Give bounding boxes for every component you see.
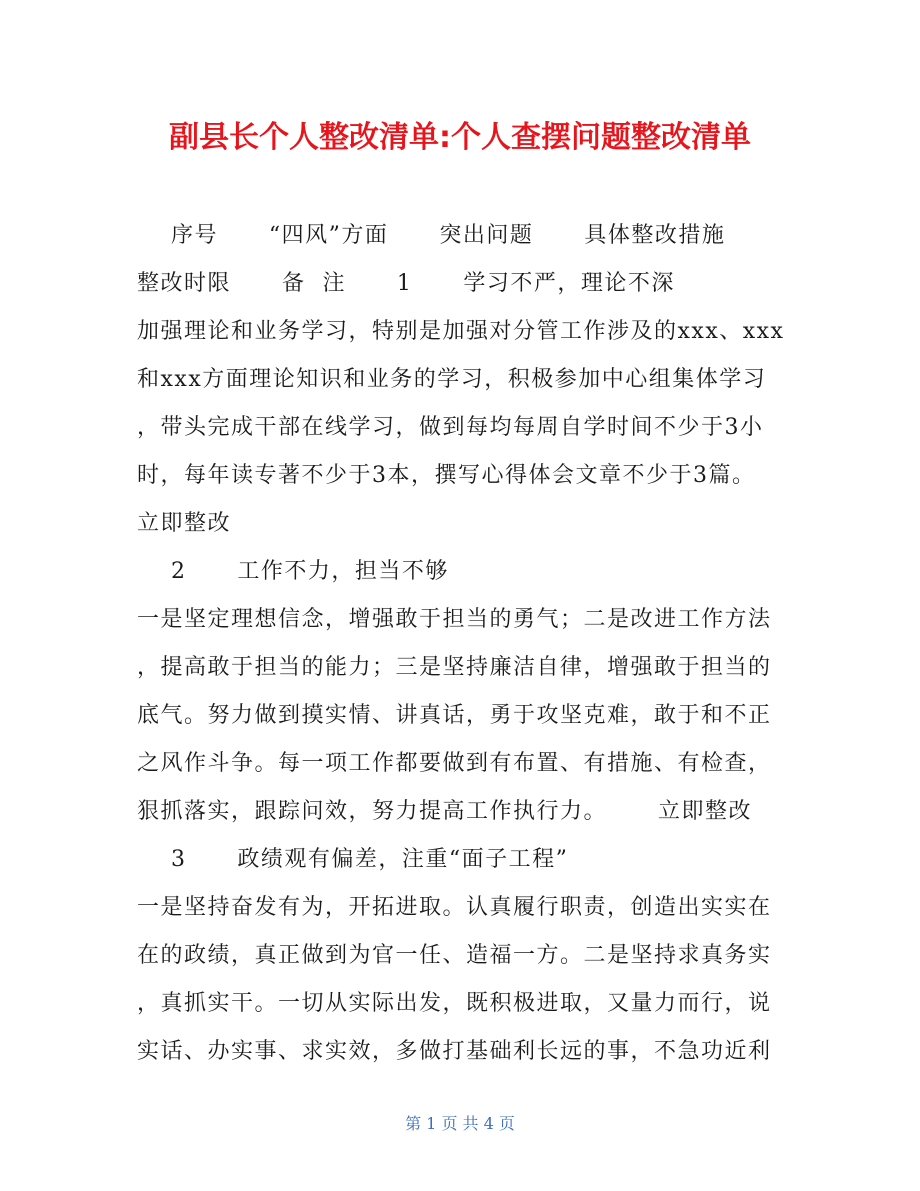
text-line: 底气。努力做到摸实情、讲真话，勇于攻坚克难，敢于和不正 bbox=[137, 703, 772, 728]
document-title: 副县长个人整改清单:个人查摆问题整改清单 bbox=[169, 120, 751, 155]
text-line: ，提高敢于担当的能力；三是坚持廉洁自律，增强敢于担当的 bbox=[137, 655, 772, 680]
text-line: 在的政绩，真正做到为官一任、造福一方。二是坚持求真务实 bbox=[137, 943, 772, 968]
text-line: 和xxx方面理论知识和业务的学习，积极参加中心组集体学习 bbox=[137, 367, 767, 392]
text-line: ，带头完成干部在线学习，做到每均每周自学时间不少于3小 bbox=[137, 415, 764, 440]
text-line: 立即整改 bbox=[137, 511, 232, 536]
text-line: 一是坚持奋发有为，开拓进取。认真履行职责，创造出实实在 bbox=[137, 895, 772, 920]
text-line: 时，每年读专著不少于3本，撰写心得体会文章不少于3篇。 bbox=[137, 463, 756, 488]
text-line: 2 工作不力，担当不够 bbox=[137, 559, 449, 584]
text-line: 加强理论和业务学习，特别是加强对分管工作涉及的xxx、xxx bbox=[137, 319, 785, 344]
page-number-footer: 第 1 页 共 4 页 bbox=[405, 1114, 515, 1133]
text-line: 狠抓落实，跟踪问效，努力提高工作执行力。 立即整改 bbox=[137, 799, 752, 824]
document-body bbox=[137, 212, 797, 1076]
text-line: ，真抓实干。一切从实际出发，既积极进取，又量力而行，说 bbox=[137, 991, 772, 1016]
text-line: 序号 “四风”方面 突出问题 具体整改措施 bbox=[137, 223, 726, 248]
text-line: 实话、办实事、求实效，多做打基础利长远的事，不急功近利 bbox=[137, 1039, 772, 1064]
text-line: 整改时限 备 注 1 学习不严，理论不深 bbox=[137, 271, 675, 296]
text-line: 一是坚定理想信念，增强敢于担当的勇气；二是改进工作方法 bbox=[137, 607, 772, 632]
text-line: 之风作斗争。每一项工作都要做到有布置、有措施、有检查， bbox=[137, 751, 772, 776]
text-line: 3 政绩观有偏差，注重“面子工程” bbox=[137, 847, 569, 872]
